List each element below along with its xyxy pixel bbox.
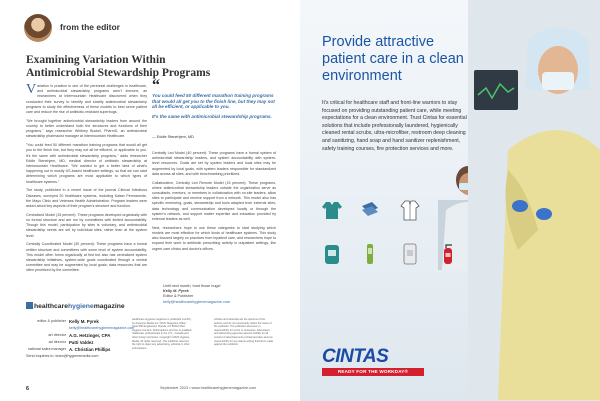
paragraph-text: ariation in practice is one of the perennial challenges in healthcare, and antimicrobial stewardship programs aren't immune, as researchers at Intermountain Healthcare discovered when they conducted their survey to identify and stratify antimicrobial stewardship programs to study the effectiveness of these models to best serve patient care and reduce the rise of antibiotic-resistant superbugs. (26, 84, 147, 115)
staff-email-link[interactable]: kelly@healthcarehygienemagazine.com (69, 326, 135, 330)
paragraph: Next, researchers hope to use these categories to start studying which models are most effective for which kinds of healthcare systems. This study also focused largely on practices from inpatient care, and researchers hope to expand their work to antibiotic prescribing activity in outpatient settings, like urgent care clinics and doctor's offices. (152, 225, 276, 251)
scrubs-icon (320, 198, 344, 222)
section-kicker: from the editor (60, 22, 120, 32)
cintas-logo (322, 346, 434, 376)
article-column-2 (152, 151, 276, 255)
pull-quote-line: You could feed 50 different marathon training programs that would all get you to the finish line, but they may not all be efficient, or applicable to you. (152, 93, 275, 110)
pull-quote-attribution: — Eddie Stenehjem, MD (152, 135, 194, 139)
fire-extinguisher-icon (436, 242, 460, 266)
masthead-logo-icon (26, 302, 33, 309)
pull-quote (152, 93, 276, 123)
editor-avatar (24, 14, 52, 42)
staff-row (26, 346, 134, 353)
staff-role-spacer (26, 325, 66, 332)
staff-row (26, 318, 134, 325)
staff-name: Kelly M. Pyrek (69, 319, 99, 324)
paragraph: Collaborative, Centrally Led Remote Model (15 percent): These programs, where antimicrobial stewardship leaders outside the organization serve as consultants, mentors, or members in collaboration with on-site leaders, allow sites to participate and receive support from a network. This model also has specific mentoring, goals, stewardship and tools adapted from external sites; data technology and communication developed locally or through the system's network, and support matter expertise and education provided by external leaders as well. (152, 180, 276, 222)
running-footer: September 2023 • www.healthcarehygienemagazine.com (160, 386, 257, 390)
towel-icon (358, 198, 382, 222)
masthead-logo (26, 302, 125, 310)
cleaning-tool-icon (358, 242, 382, 266)
staff-role: art director (48, 333, 66, 337)
fine-print-2: Articles and editorials are the opinions of the authors and do not necessarily reflect the views of the publisher. The publisher assumes no responsibility for errors or omissions. Advertisers and advertising agencies assume liability for all content of advertisements printed and also assume responsibility for any claims arising therefrom made against the publisher. (214, 318, 274, 347)
fine-print-1: Healthcare Hygiene magazine is published monthly by American Media Inc. ISSN. Magazine Office: Suite 550 Englewood, Florida, CO 80112 Mail: Hygiene Content. Subscriptions are free to qualified healthcare professionals in the U.S., Canada and other foreign territories. Copyright ©2023 Hygiene Media. All rights reserved. The publisher reserves the right to reject any advertising, editorial or other submissions. (132, 318, 192, 350)
paragraph: Centralized Model (15 percent): These programs developed organically with no formal structure and are run by committees with limited accountability. Though this model, participation by sites is voluntary, and antimicrobial stewardship needs are set by individual sites, rather than at the system level. (26, 212, 147, 238)
staff-row (26, 332, 134, 339)
editor-email-link[interactable]: kelly@healthcarehygienemagazine.com (163, 299, 231, 304)
staff-role: editor & publisher (37, 319, 66, 323)
signoff-line: Until next month, trust those bugs! (163, 284, 221, 288)
advertisement-page (300, 0, 600, 401)
brand-tagline: READY FOR THE WORKDAY® (322, 368, 424, 376)
staff-row (26, 353, 134, 360)
ad-body-copy: It's critical for healthcare staff and front-line warriors to stay focused on providing outstanding patient care, while meeting expectations for a clean environment. Trust Cintas for essential solutions that include professionally laundered, hygienically cleaned rental scrubs, ultra-microfiber, restroom deep cleaning and sanitizing, hand soap and hand sanitizer replenishment, safety training courses, fire protection services and more. (322, 100, 467, 152)
send-inquiries: Send inquiries to: team@hygienemedia.com (26, 354, 99, 358)
ad-headline: Provide attractive patient care in a clean environment (322, 34, 464, 84)
staff-role: ad director (48, 340, 66, 344)
brand-wordmark: CINTAS (322, 346, 389, 367)
page-number: 6 (26, 386, 29, 392)
drop-cap: V (26, 82, 37, 97)
masthead-part-2: hygiene (68, 303, 94, 310)
sanitizer-dispenser-icon (398, 242, 422, 266)
quote-mark-icon: “ (152, 77, 160, 94)
editor-name: Kelly M. Pyrek (163, 289, 189, 294)
staff-box (26, 318, 134, 360)
editor-title: Editor & Publisher (163, 294, 194, 299)
article-headline: Examining Variation Within Antimicrobial Stewardship Programs (26, 54, 211, 79)
paragraph (26, 84, 147, 115)
soap-dispenser-icon (320, 242, 344, 266)
staff-name: A.G. Hetzinger, CPA (69, 333, 111, 338)
paragraph: Centrally Coordinated Model (30 percent): These programs have a formal written structure and committees with some level of system accountability. This model often forms organically at first but also has centralized system stewardship initiatives, system-wide goals coordinated through a central committee and may be augmented by local goals; data resources that are often prioritized by the committee. (26, 242, 147, 273)
pull-quote-line: It's the same with antimicrobial stewardship programs. (152, 113, 272, 119)
staff-row (26, 325, 134, 332)
lab-coat-icon (398, 198, 422, 222)
paragraph: The study, published in a recent issue of the journal Clinical Infectious Diseases, surveyed 20 healthcare systems, including Kaiser Permanente, the Mayo Clinic and Veterans Health Administration. Program leaders were asked about key aspects of their program's structure and function. (26, 188, 147, 209)
nurse-illustration (468, 0, 600, 401)
paragraph: "We brought together antimicrobial stewardship leaders from around the country to better understand both the structures and functions of their programs," says researcher Whitney Buckel, PharmD, an antimicrobial stewardship pharmacist manager at Intermountain Healthcare. (26, 118, 147, 139)
editor-signoff (163, 284, 230, 305)
staff-name: A. Christian Phillips (69, 347, 111, 352)
article-column-1 (26, 84, 147, 277)
staff-row (26, 339, 134, 346)
paragraph: "You could feed 50 different marathon training programs that would all get you to the finish line, but they may not all be efficient, or applicable to you. It's the same with antimicrobial stewardship programs," adds researcher Eddie Stenehjem, MD, medical director of antibiotic stewardship at Intermountain Healthcare. "We wanted to get a better idea of what's happening out in mostly US-based healthcare settings, so that we can start determining which programs are most applicable to which types of healthcare systems." (26, 143, 147, 184)
staff-name: Patti Valdez (69, 340, 94, 345)
staff-role: national sales manager (27, 347, 66, 351)
masthead-part-3: magazine (93, 303, 125, 310)
paragraph: Centrally Led Model (40 percent): These programs have a formal system of antimicrobial stewardship leaders, and system accountability with system-level resources. Goals are set by system leaders and local sites may be augmented by local goals, with system leaders responsible for standardized data across all sites, and with benchmarking prioritized. (152, 151, 276, 176)
masthead-part-1: healthcare (34, 303, 69, 310)
